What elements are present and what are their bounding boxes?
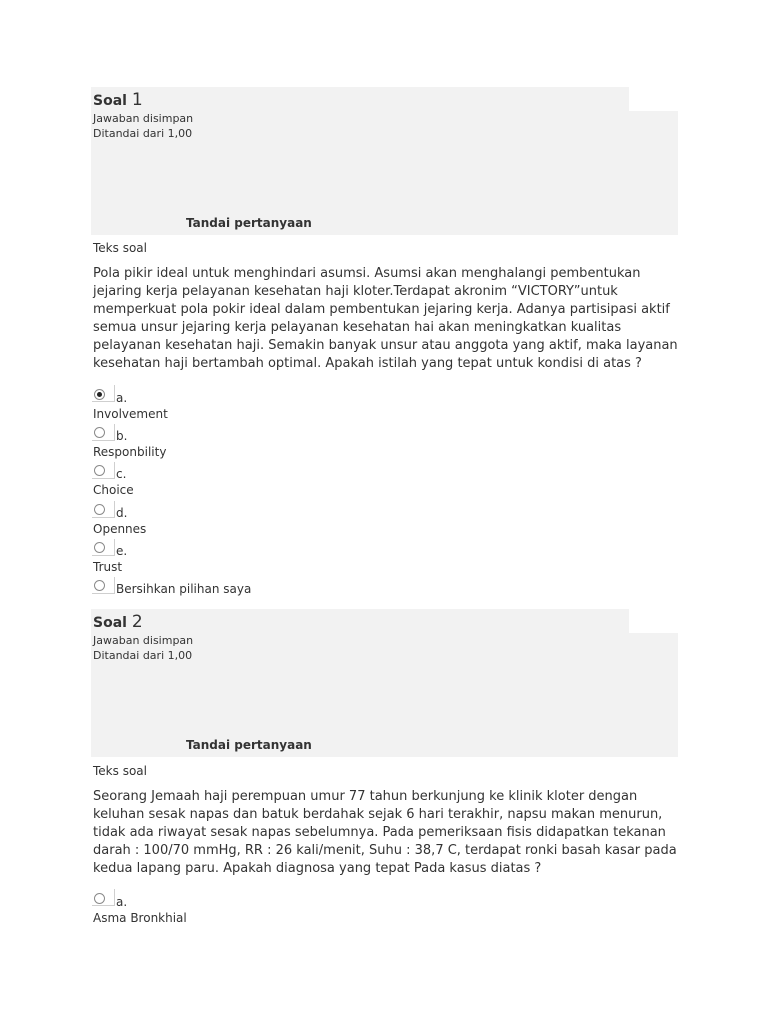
question-text-label: Teks soal	[93, 241, 147, 255]
option-a-letter: a.	[116, 895, 128, 909]
flag-question-link[interactable]: Tandai pertanyaan	[186, 216, 312, 230]
option-c-radio[interactable]	[94, 465, 105, 476]
option-d-text[interactable]: Opennes	[93, 522, 147, 536]
option-b-text[interactable]: Responbility	[93, 445, 167, 459]
option-b-letter: b.	[116, 429, 128, 443]
option-a-radio[interactable]	[94, 389, 105, 400]
question-text: Seorang Jemaah haji perempuan umur 77 tahun berkunjung ke klinik kloter dengan keluhan sesak napas dan batuk berdahak sejak 6 hari terakhir, napsu makan menurun, tidak ada riwayat sesak napas sebelumnya. Pada pemeriksaan fisis didapatkan tekanan darah : 100/70 mmHg, RR : 26 kali/menit, Suhu : 38,7 C, terdapat ronki basah kasar pada kedua lapang paru. Apakah diagnosa yang tepat Pada kasus diatas ?	[93, 789, 677, 876]
question-title	[93, 612, 143, 632]
clear-choice-radio[interactable]	[94, 580, 105, 591]
option-e-radio[interactable]	[94, 542, 105, 553]
marked-out-of: Ditandai dari 1,00	[93, 127, 193, 140]
option-c-text[interactable]: Choice	[93, 483, 134, 497]
question-label: Soal	[93, 93, 127, 109]
option-d-radio[interactable]	[94, 504, 105, 515]
option-c-letter: c.	[116, 467, 127, 481]
option-a-radio[interactable]	[94, 893, 105, 904]
option-e-letter: e.	[116, 544, 128, 558]
clear-choice-link[interactable]: Bersihkan pilihan saya	[116, 582, 252, 596]
option-d-letter: d.	[116, 506, 128, 520]
marked-out-of: Ditandai dari 1,00	[93, 649, 193, 662]
answer-status: Jawaban disimpan	[93, 112, 194, 125]
option-a-text[interactable]: Asma Bronkhial	[93, 911, 187, 925]
question-label: Soal	[93, 615, 127, 631]
question-number: 1	[131, 90, 143, 110]
question-text-label: Teks soal	[93, 764, 147, 778]
flag-question-link[interactable]: Tandai pertanyaan	[186, 738, 312, 752]
question-number: 2	[131, 612, 143, 632]
question-text: Pola pikir ideal untuk menghindari asumsi. Asumsi akan menghalangi pembentukan jejaring kerja pelayanan kesehatan haji kloter.Terdapat akronim “VICTORY”untuk memperkuat pola pokir ideal dalam pembentukan jejaring kerja. Adanya partisipasi aktif semua unsur jejaring kerja pelayanan kesehatan hai akan meningkatkan kualitas pelayanan kesehatan haji. Semakin banyak unsur atau anggota yang aktif, maka layanan kesehatan haji bertambah optimal. Apakah istilah yang tepat untuk kondisi di atas ?	[93, 266, 678, 371]
option-a-text[interactable]: Involvement	[93, 407, 168, 421]
answer-status: Jawaban disimpan	[93, 634, 194, 647]
question-title	[93, 90, 143, 110]
option-e-text[interactable]: Trust	[93, 560, 123, 574]
option-a-letter: a.	[116, 391, 128, 405]
option-b-radio[interactable]	[94, 427, 105, 438]
